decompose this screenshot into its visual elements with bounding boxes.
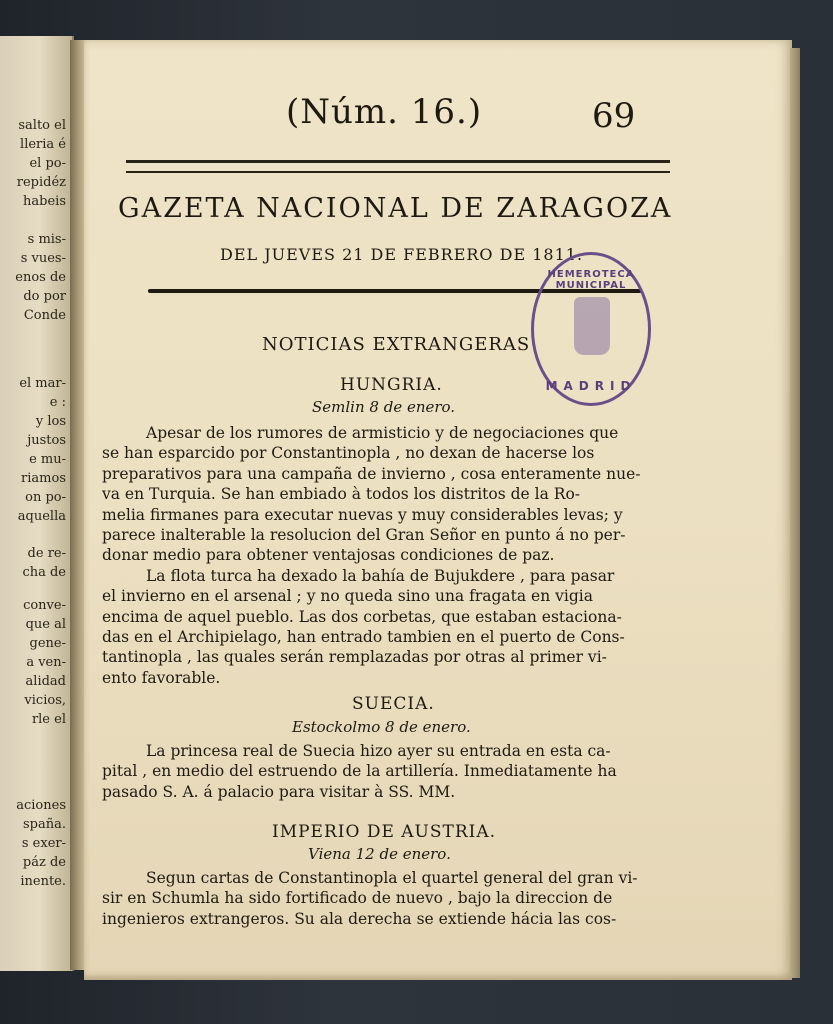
- left-page-text-fragment: aquella: [17, 509, 66, 524]
- library-stamp: [531, 252, 651, 406]
- left-page-text-fragment: s vues-: [20, 251, 66, 266]
- left-page-text-fragment: riamos: [21, 471, 66, 486]
- left-page-text-fragment: on po-: [25, 490, 66, 505]
- left-page-text-fragment: lleria é: [20, 137, 66, 152]
- left-page-text-fragment: Conde: [23, 308, 66, 323]
- stamp-top-text: HEMEROTECA MUNICIPAL: [547, 269, 635, 291]
- left-page-text-fragment: spaña.: [23, 817, 66, 832]
- left-page-text-fragment: s exer-: [21, 836, 66, 851]
- article-text-line: ingenieros extrangeros. Su ala derecha se extiende hácia las cos-: [102, 909, 617, 928]
- dateline-place: Viena 12 de enero.: [308, 845, 451, 863]
- left-page-text-fragment: a ven-: [26, 655, 66, 670]
- article-text-line: parece inalterable la resolucion del Gran Señor en punto á no per-: [102, 526, 626, 544]
- country-heading: HUNGRIA.: [340, 375, 443, 395]
- article-text-line: La flota turca ha dexado la bahía de Bujukdere , para pasar: [146, 566, 615, 585]
- section-title: NOTICIAS EXTRANGERAS: [262, 334, 531, 355]
- left-page-text-fragment: justos: [27, 433, 66, 448]
- stamp-emblem-icon: [574, 297, 610, 355]
- article-text-line: ento favorable.: [102, 668, 221, 687]
- left-page-text-fragment: habeis: [23, 194, 66, 209]
- left-page-text-fragment: el mar-: [19, 376, 66, 391]
- article-text-line: se han esparcido por Constantinopla , no dexan de hacerse los: [102, 444, 595, 463]
- country-heading: IMPERIO DE AUSTRIA.: [272, 822, 497, 842]
- left-page-text-fragment: inente.: [20, 874, 66, 889]
- page-number: 69: [592, 96, 636, 136]
- left-page-text-fragment: do por: [23, 289, 66, 304]
- article-text-line: das en el Archipielago, han entrado tambien en el puerto de Cons-: [102, 628, 625, 646]
- page-edge: [790, 48, 800, 978]
- left-page: [0, 36, 74, 971]
- article-text-line: el invierno en el arsenal ; y no queda sino una fragata en vigia: [102, 587, 593, 606]
- left-page-text-fragment: repidéz: [16, 175, 66, 190]
- article-text-line: sir en Schumla ha sido fortificado de nuevo , bajo la direccion de: [102, 889, 613, 908]
- country-heading: SUECIA.: [352, 694, 435, 714]
- left-page-text-fragment: rle el: [31, 712, 66, 727]
- left-page-text-fragment: gene-: [29, 636, 66, 651]
- left-page-text-fragment: e mu-: [29, 452, 66, 467]
- header-rule: [126, 160, 670, 173]
- left-page-text-fragment: páz de: [22, 855, 66, 870]
- left-page-text-fragment: s mis-: [27, 232, 66, 247]
- left-page-text-fragment: salto el: [18, 118, 66, 133]
- left-page-text-fragment: cha de: [22, 565, 66, 580]
- dateline-place: Estockolmo 8 de enero.: [292, 718, 471, 736]
- article-text-line: tantinopla , las quales serán remplazadas por otras al primer vi-: [102, 648, 607, 667]
- article-text-line: encima de aquel pueblo. Las dos corbetas, que estaban estaciona-: [102, 607, 622, 626]
- article-text-line: preparativos para una campaña de invierno , cosa enteramente nue-: [102, 464, 641, 483]
- issue-number: (Núm. 16.): [286, 92, 483, 132]
- left-page-text-fragment: el po-: [29, 156, 66, 171]
- dateline-place: Semlin 8 de enero.: [312, 398, 456, 416]
- article-text-line: Apesar de los rumores de armisticio y de negociaciones que: [146, 424, 619, 442]
- article-text-line: donar medio para obtener ventajosas condiciones de paz.: [102, 546, 555, 565]
- left-page-text-fragment: y los: [35, 414, 66, 429]
- left-page-text-fragment: aciones: [16, 798, 66, 813]
- dateline: DEL JUEVES 21 DE FEBRERO DE 1811.: [220, 245, 584, 264]
- article-text-line: va en Turquia. Se han embiado à todos los distritos de la Ro-: [102, 485, 581, 504]
- stamp-bottom-text: MADRID: [545, 379, 637, 393]
- article-text-line: Segun cartas de Constantinopla el quartel general del gran vi-: [146, 869, 638, 887]
- article-text-line: pasado S. A. á palacio para visitar à SS. MM.: [102, 782, 456, 801]
- left-page-text-fragment: conve-: [23, 598, 66, 613]
- left-page-text-fragment: e :: [49, 395, 66, 410]
- left-page-text-fragment: enos de: [15, 270, 66, 285]
- masthead-title: GAZETA NACIONAL DE ZARAGOZA: [118, 193, 673, 224]
- left-page-text-fragment: que al: [25, 617, 66, 632]
- left-page-text-fragment: vicios,: [24, 693, 66, 708]
- left-page-text-fragment: de re-: [27, 546, 66, 561]
- article-text-line: melia firmanes para executar nuevas y muy considerables levas; y: [102, 505, 623, 524]
- article-text-line: La princesa real de Suecia hizo ayer su entrada en esta ca-: [146, 742, 611, 760]
- article-text-line: pital , en medio del estruendo de la artillería. Inmediatamente ha: [102, 762, 617, 781]
- left-page-text-fragment: alidad: [25, 674, 66, 689]
